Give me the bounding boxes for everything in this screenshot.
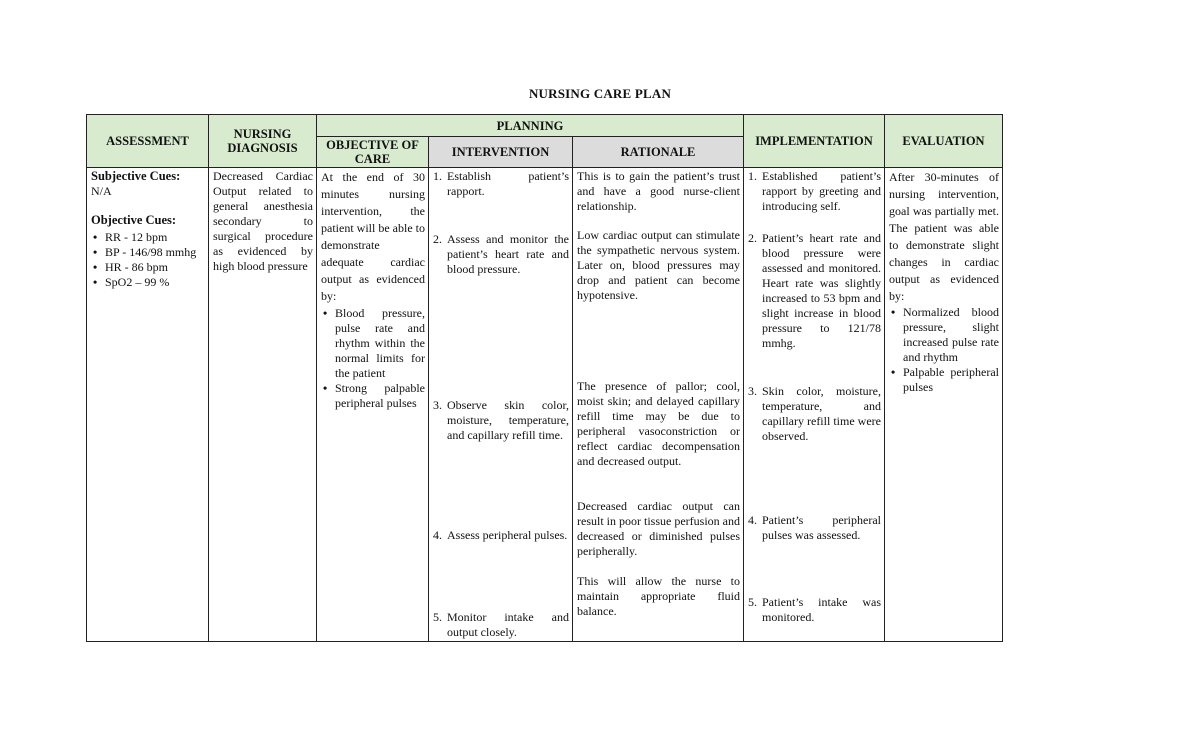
header-planning: PLANNING — [317, 115, 744, 137]
implementation-item: 4. Patient’s peripheral pulses was assessed. — [748, 513, 881, 542]
implementation-cell — [744, 168, 885, 642]
rationale-cell — [573, 168, 744, 642]
implementation-item: 1. Established patient’s rapport by greeting and introducing self. — [748, 169, 881, 213]
intervention-item: 3. Observe skin color, moisture, temperature, and capillary refill time. — [433, 398, 569, 442]
objective-cues-label: Objective Cues: — [91, 213, 177, 227]
rationale-item: This is to gain the patient’s trust and have a good nurse-client relationship. — [577, 169, 740, 213]
evaluation-text: After 30-minutes of nursing intervention, goal was partially met. The patient was able to demonstrate slight changes in cardiac output as evidenced by: — [889, 170, 999, 303]
intervention-item: 4. Assess peripheral pulses. — [433, 528, 568, 542]
intervention-cell — [429, 168, 573, 642]
header-assessment: ASSESSMENT — [87, 115, 209, 168]
objective-item: • Blood pressure, pulse rate and rhythm within the normal limits for the patient — [321, 306, 425, 381]
intervention-item: 5. Monitor intake and output closely. — [433, 610, 569, 639]
header-intervention: INTERVENTION — [429, 137, 573, 168]
evaluation-item: • Normalized blood pressure, slight increased pulse rate and rhythm — [889, 305, 999, 365]
intervention-item: 1. Establish patient’s rapport. — [433, 169, 569, 198]
rationale-item: Low cardiac output can stimulate the sympathetic nervous system. Later on, blood pressures may drop and patient can become hypotensive. — [577, 228, 740, 302]
diagnosis-cell — [209, 168, 317, 642]
header-implementation: IMPLEMENTATION — [744, 115, 885, 168]
header-objective: OBJECTIVE OF CARE — [317, 137, 429, 168]
subjective-label: Subjective Cues: — [91, 169, 181, 183]
intervention-item: 2. Assess and monitor the patient’s heart rate and blood pressure. — [433, 232, 569, 276]
header-evaluation: EVALUATION — [885, 115, 1003, 168]
rationale-item: Decreased cardiac output can result in poor tissue perfusion and decreased or diminished pulses peripherally. — [577, 499, 740, 558]
implementation-item: 5. Patient’s intake was monitored. — [748, 595, 881, 624]
header-rationale: RATIONALE — [573, 137, 744, 168]
rationale-item: The presence of pallor; cool, moist skin; and delayed capillary refill time may be due to peripheral vasoconstriction or reflect cardiac decompensation and decreased output. — [577, 379, 740, 468]
subjective-value: N/A — [91, 184, 112, 198]
implementation-item: 2. Patient’s heart rate and blood pressure were assessed and monitored. Heart rate was slightly increased to 53 bpm and slight increase in blood pressure to 121/78 mmhg. — [748, 231, 881, 350]
document-title: NURSING CARE PLAN — [528, 86, 672, 101]
implementation-item: 3. Skin color, moisture, temperature, and capillary refill time were observed. — [748, 384, 881, 443]
cue-item: • BP - 146/98 mmhg — [91, 245, 205, 260]
cue-item: • HR - 86 bpm — [91, 260, 205, 275]
rationale-item: This will allow the nurse to maintain appropriate fluid balance. — [577, 574, 740, 618]
header-diagnosis: NURSING DIAGNOSIS — [209, 115, 317, 168]
objective-item: • Strong palpable peripheral pulses — [321, 381, 425, 411]
cue-item: • RR - 12 bpm — [91, 230, 205, 245]
objective-cell — [317, 168, 429, 642]
assessment-cell — [87, 168, 209, 642]
objective-text: At the end of 30 minutes nursing intervention, the patient will be able to demonstrate adequate cardiac output as evidenced by: — [321, 170, 425, 303]
evaluation-item: • Palpable peripheral pulses — [889, 365, 999, 395]
care-plan-table — [86, 114, 1003, 642]
cue-item: • SpO2 – 99 % — [91, 275, 205, 290]
diagnosis-text: Decreased Cardiac Output related to general anesthesia secondary to surgical procedure as evidenced by high blood pressure — [213, 169, 313, 273]
evaluation-cell — [885, 168, 1003, 642]
